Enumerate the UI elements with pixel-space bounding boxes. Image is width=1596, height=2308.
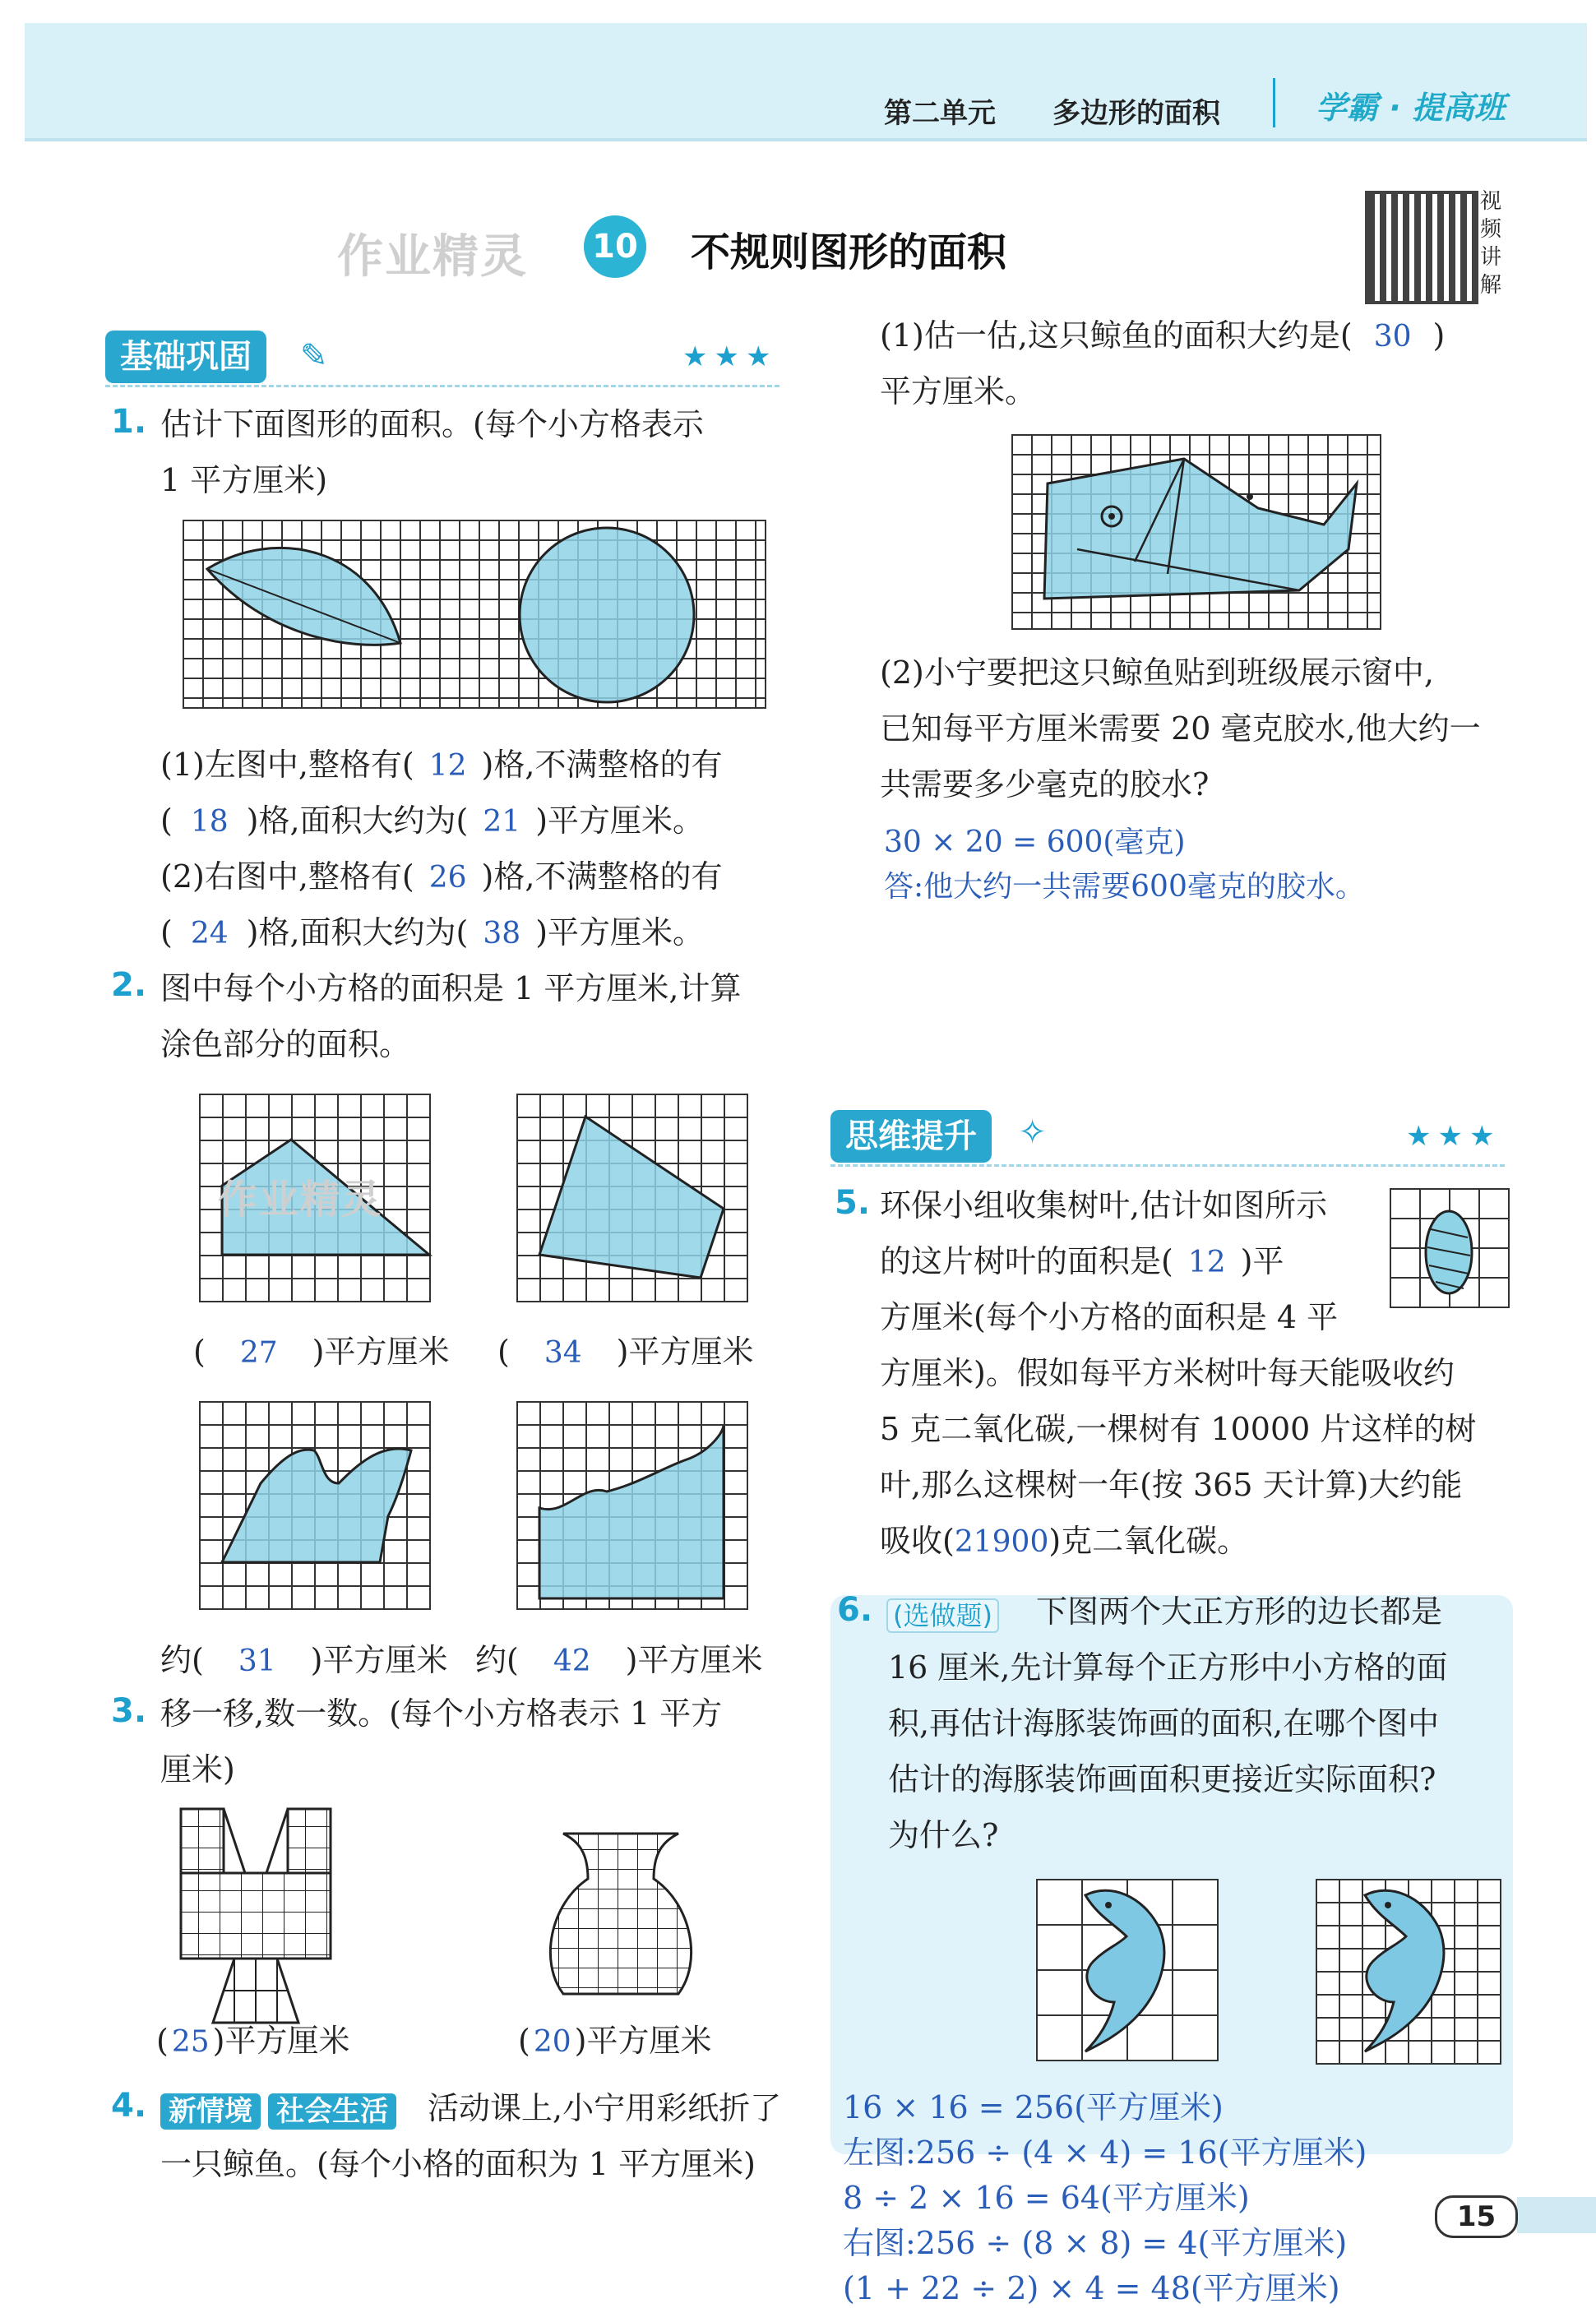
- q1-answer-1: 12: [428, 749, 467, 783]
- q6-line5: 为什么?: [888, 1817, 999, 1853]
- page-number: 15: [1435, 2195, 1518, 2238]
- q5-answer-2: 21900: [954, 1525, 1049, 1559]
- q6-work-4: 右图:256 ÷ (8 × 8) = 4(平方厘米): [843, 2225, 1348, 2261]
- q1-answer-4: 26: [428, 861, 467, 895]
- q1-answer-6: 38: [483, 917, 521, 950]
- q4-tag-scenario: 新情境: [160, 2093, 261, 2130]
- q5-number: 5.: [835, 1184, 871, 1222]
- watermark-2: 作业精灵: [218, 1177, 383, 1223]
- q2-answer-row-2a: 约( 31 )平方厘米: [160, 1642, 448, 1678]
- lesson-title: 不规则图形的面积: [691, 229, 1007, 275]
- q4-sub2-line1: (2)小宁要把这只鲸鱼贴到班级展示窗中,: [880, 654, 1434, 691]
- dolphin-right: [1316, 1879, 1501, 2065]
- q4-sub2-line2: 已知每平方厘米需要 20 毫克胶水,他大约一: [880, 710, 1481, 747]
- q5-line1: 环保小组收集树叶,估计如图所示: [880, 1187, 1328, 1223]
- q2-shape-2: [516, 1094, 748, 1302]
- pencil-icon: ✎: [300, 337, 328, 375]
- q6-work-5: (1 + 22 ÷ 2) × 4 = 48(平方厘米): [843, 2270, 1340, 2306]
- q6-line3: 积,再估计海豚装饰画的面积,在哪个图中: [888, 1705, 1440, 1741]
- watermark: 作业精灵: [337, 230, 528, 284]
- header-divider: [1273, 78, 1275, 127]
- q6-line2: 16 厘米,先计算每个正方形中小方格的面: [888, 1649, 1448, 1686]
- q4-calc: 30 × 20 = 600(毫克): [884, 826, 1186, 859]
- q4-sub1: (1)估一估,这只鲸鱼的面积大约是( 30 ): [880, 317, 1446, 354]
- q5-line5: 5 克二氧化碳,一棵树有 10000 片这样的树: [880, 1411, 1477, 1447]
- q5-line6: 叶,那么这棵树一年(按 365 天计算)大约能: [880, 1467, 1463, 1503]
- q5-line4: 方厘米)。假如每平方米树叶每天能吸收约: [880, 1355, 1455, 1391]
- difficulty-stars: ★★★: [682, 340, 778, 373]
- q4-answer-sentence: 答:他大约一共需要600毫克的胶水。: [884, 870, 1365, 904]
- q3-answer-1: 25: [171, 2025, 210, 2059]
- q5-line3: 方厘米(每个小方格的面积是 4 平: [880, 1299, 1339, 1335]
- q5-line2: 的这片树叶的面积是( 12 )平: [880, 1243, 1284, 1279]
- q4-tag-social: 社会生活: [268, 2093, 396, 2130]
- q1-prompt-2: 1 平方厘米): [160, 462, 328, 498]
- q5-leaf: [1390, 1188, 1510, 1308]
- q2-prompt-2: 涂色部分的面积。: [160, 1026, 411, 1062]
- q5-answer-1: 12: [1187, 1246, 1226, 1279]
- q4-prompt: 活动课上,小宁用彩纸折了: [428, 2090, 782, 2126]
- q3-prompt-2: 厘米): [160, 1751, 235, 1788]
- q3-answer-row-b: ( 20 )平方厘米: [518, 2023, 712, 2059]
- q1-line1: (1)左图中,整格有( 12 )格,不满整格的有: [160, 747, 723, 783]
- unit-label: 第二单元: [884, 97, 996, 130]
- q2-shape-4: [516, 1401, 748, 1610]
- q3-answer-2: 20: [533, 2025, 571, 2059]
- q2-answer-4: 42: [553, 1644, 591, 1678]
- q3-prompt: 移一移,数一数。(每个小方格表示 1 平方: [160, 1695, 723, 1732]
- brand-logo: 学霸 · 提高班: [1316, 90, 1506, 126]
- q1-line2: ( 18 )格,面积大约为( 21 )平方厘米。: [160, 802, 705, 839]
- q2-prompt: 图中每个小方格的面积是 1 平方厘米,计算: [160, 970, 742, 1006]
- q2-answer-row-1b: ( 34 )平方厘米: [497, 1334, 754, 1370]
- unit-title: 多边形的面积: [1052, 97, 1220, 130]
- q2-answer-row-2b: 约( 42 )平方厘米: [475, 1642, 763, 1678]
- q3-shape-1: [177, 1805, 333, 2027]
- q1-answer-5: 24: [190, 917, 229, 950]
- q2-shape-3: [199, 1401, 431, 1610]
- page-number-bar: [1517, 2197, 1596, 2233]
- q6-work-3: 8 ÷ 2 × 16 = 64(平方厘米): [843, 2180, 1250, 2216]
- q4-answer-1: 30: [1373, 320, 1412, 354]
- q2-answer-1: 27: [239, 1336, 278, 1370]
- leaf-shape: [207, 548, 400, 645]
- circle-shape: [520, 528, 694, 702]
- qr-label: 视频讲解: [1480, 189, 1502, 298]
- q1-figures: [183, 520, 766, 709]
- section-divider: [105, 385, 779, 390]
- q2-number: 2.: [111, 966, 147, 1004]
- q1-answer-2: 18: [190, 805, 229, 839]
- section-divider-2: [830, 1164, 1505, 1169]
- whale-shape: [1011, 434, 1381, 631]
- q1-prompt: 估计下面图形的面积。(每个小方格表示: [160, 406, 704, 442]
- q3-shape-2: [539, 1829, 703, 2019]
- q2-answer-row-1a: ( 27 )平方厘米: [193, 1334, 450, 1370]
- q3-number: 3.: [111, 1692, 147, 1730]
- q6-line4: 估计的海豚装饰画面积更接近实际面积?: [888, 1761, 1436, 1797]
- q1-line3: (2)右图中,整格有( 26 )格,不满整格的有: [160, 858, 723, 895]
- q6-line1: 下图两个大正方形的边长都是: [1036, 1593, 1443, 1630]
- lesson-number: 10: [584, 215, 646, 278]
- q4-sub1-unit: 平方厘米。: [880, 373, 1037, 409]
- q4-tags: [160, 2088, 396, 2129]
- q1-number: 1.: [111, 403, 147, 441]
- q6-optional-tag: (选做题): [886, 1595, 999, 1633]
- q6-number: 6.: [837, 1591, 873, 1629]
- qr-code-icon[interactable]: [1365, 191, 1478, 304]
- q4-prompt-2: 一只鲸鱼。(每个小格的面积为 1 平方厘米): [160, 2146, 756, 2182]
- section-basic-tag: 基础巩固: [105, 331, 266, 383]
- q2-answer-2: 34: [544, 1336, 582, 1370]
- difficulty-stars-2: ★★★: [1406, 1120, 1501, 1153]
- q5-line7: 吸收(21900)克二氧化碳。: [880, 1523, 1249, 1559]
- q3-answer-row-a: ( 25 )平方厘米: [156, 2023, 350, 2059]
- sparkle-icon: ✧: [1018, 1112, 1048, 1152]
- dolphin-left: [1036, 1879, 1219, 2061]
- q4-sub2-line3: 共需要多少毫克的胶水?: [880, 766, 1210, 802]
- q4-number: 4.: [111, 2087, 147, 2125]
- q1-answer-3: 21: [483, 805, 521, 839]
- q2-answer-3: 31: [238, 1644, 276, 1678]
- q1-line4: ( 24 )格,面积大约为( 38 )平方厘米。: [160, 914, 705, 950]
- q6-work-2: 左图:256 ÷ (4 × 4) = 16(平方厘米): [843, 2135, 1367, 2171]
- q6-work-1: 16 × 16 = 256(平方厘米): [843, 2089, 1224, 2125]
- section-advanced-tag: 思维提升: [830, 1110, 992, 1163]
